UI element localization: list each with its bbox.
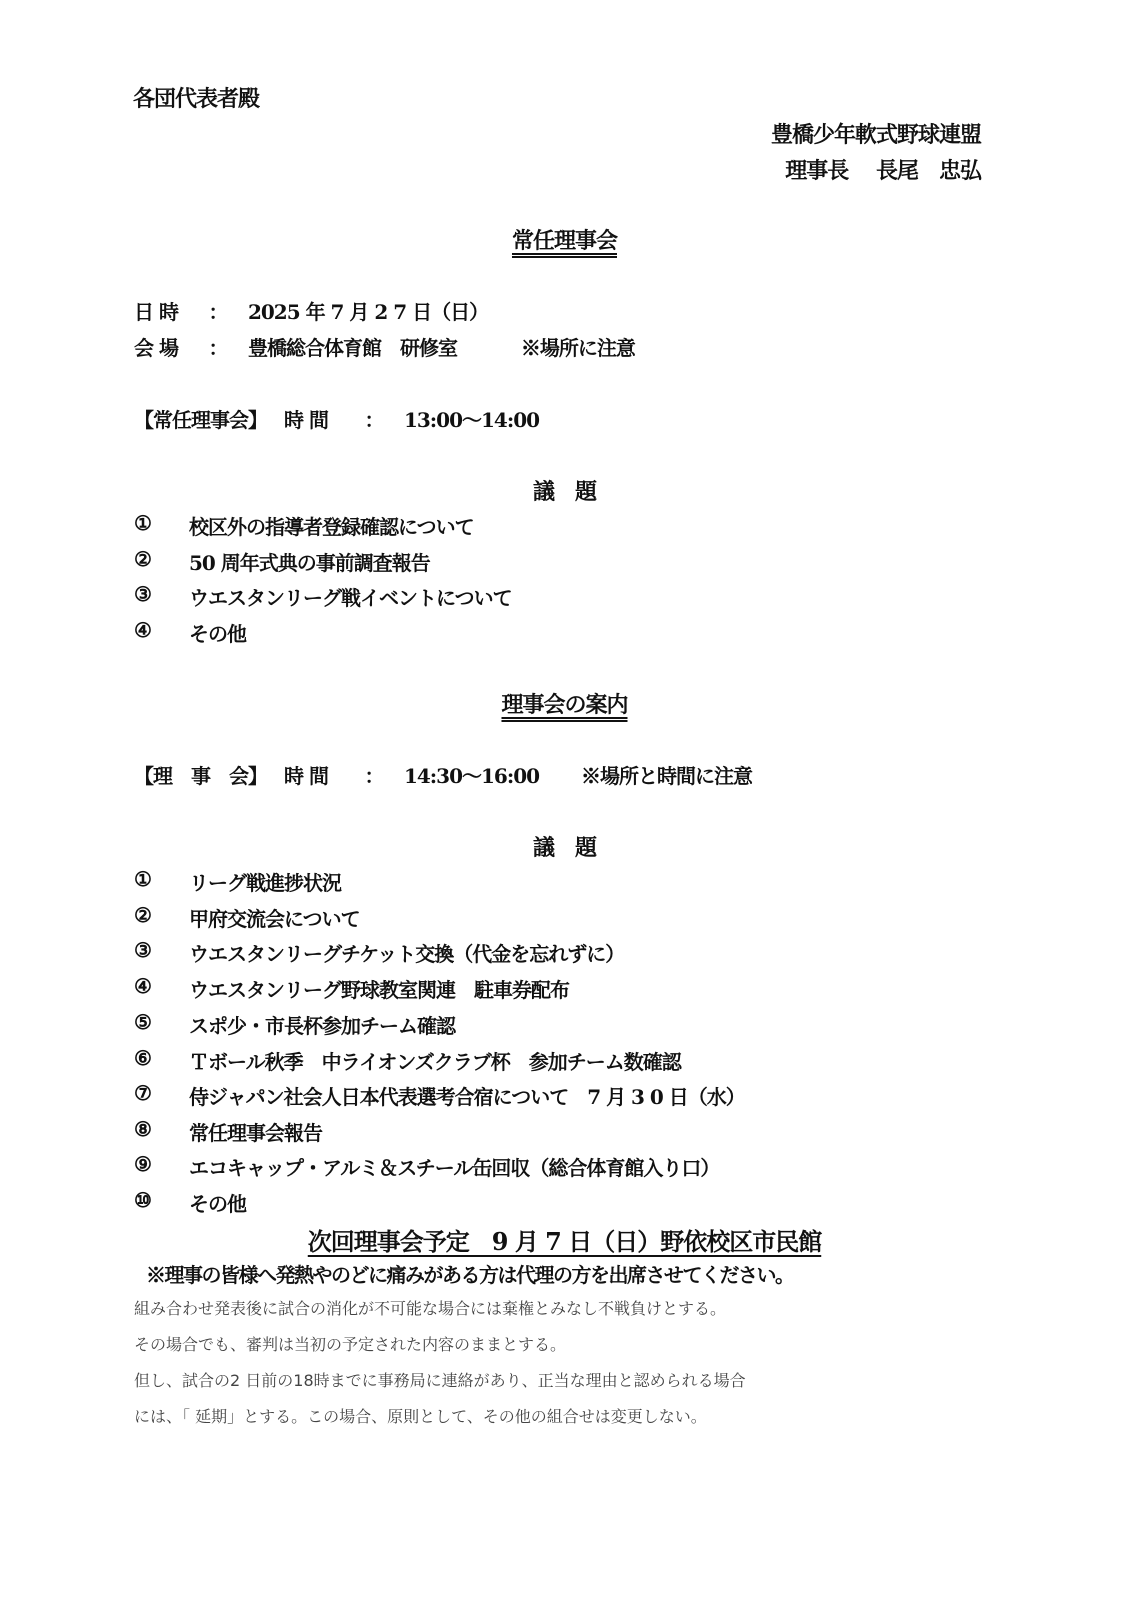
board-agenda-title: 議 題 [532,835,596,861]
standing-agenda-title: 議 題 [532,479,596,505]
agenda-number: ⑦ [134,1081,152,1105]
agenda-item: ウエスタンリーグ戦イベントについて [189,586,512,610]
agenda-number: ③ [134,582,152,606]
standing-time-label: 時 間 [284,408,328,432]
agenda-item: 甲府交流会について [189,907,360,931]
sender-position: 理事長 [785,158,849,184]
note-line: その場合でも、審判は当初の予定された内容のままとする。 [134,1335,567,1354]
standing-session-label: 【常任理事会】 [134,408,267,432]
agenda-number: ③ [134,938,152,962]
venue-row: 会 場 ： 豊橋総合体育館 研修室 ※場所に注意 [134,332,635,361]
agenda-item: 校区外の指導者登録確認について [189,515,474,539]
addressee: 各団代表者殿 [133,86,260,112]
agenda-item: Ｔボール秋季 中ライオンズクラブ杯 参加チーム数確認 [189,1050,681,1074]
agenda-item: その他 [189,622,246,646]
agenda-number: ② [134,903,152,927]
venue-value: 豊橋総合体育館 研修室 [247,336,457,360]
agenda-item: エコキャップ・アルミ＆スチール缶回収（総合体育館入り口） [189,1156,720,1180]
agenda-number: ② [134,547,152,571]
agenda-number: ① [134,867,152,891]
agenda-item: 50 周年式典の事前調査報告 [189,551,430,575]
venue-note: ※場所に注意 [520,336,635,360]
agenda-number: ④ [134,974,152,998]
standing-board-title: 常任理事会 [511,228,617,254]
board-session-label: 【理 事 会】 [134,764,267,788]
date-row: 日 時 ： 2025 年 7 月 2 7 日（日） [134,296,488,325]
agenda-number: ⑥ [134,1046,152,1070]
agenda-item: スポ少・市長杯参加チーム確認 [189,1014,455,1038]
venue-label: 会 場 [134,336,178,360]
agenda-number: ⑩ [134,1188,152,1212]
next-meeting: 次回理事会予定 9 月 7 日（日）野依校区市民館 [307,1227,822,1256]
note-line: 但し、試合の2 日前の18時までに事務局に連絡があり、正当な理由と認められる場合 [134,1371,746,1390]
agenda-number: ⑨ [134,1152,152,1176]
agenda-number: ⑤ [134,1010,152,1034]
standing-session-row: 【常任理事会】 時 間 ： 13:00～14:00 [134,404,539,433]
board-time-value: 14:30～16:00 [403,764,540,788]
agenda-item: ウエスタンリーグ野球教室関連 駐車券配布 [189,978,569,1002]
board-time-label: 時 間 [284,764,328,788]
health-notice: ※理事の皆様へ発熱やのどに痛みがある方は代理の方を出席させてください。 [146,1263,794,1287]
agenda-item: 侍ジャパン社会人日本代表選考合宿について 7 月 3 0 日（水） [189,1085,745,1109]
sender-name: 長尾 忠弘 [875,158,981,184]
agenda-item: その他 [189,1192,246,1216]
agenda-number: ① [134,511,152,535]
agenda-item: 常任理事会報告 [189,1121,322,1145]
sender-title-name [785,154,981,185]
agenda-number: ④ [134,618,152,642]
board-time-note: ※場所と時間に注意 [581,764,752,788]
date-label: 日 時 [134,300,178,324]
board-title: 理事会の案内 [501,692,628,718]
board-session-row: 【理 事 会】 時 間 ： 14:30～16:00 ※場所と時間に注意 [134,760,752,789]
agenda-number: ⑧ [134,1117,152,1141]
sender-organization: 豊橋少年軟式野球連盟 [770,122,981,148]
agenda-item: ウエスタンリーグチケット交換（代金を忘れずに） [189,942,625,966]
standing-time-value: 13:00～14:00 [403,408,540,432]
date-value: 2025 年 7 月 2 7 日（日） [247,300,489,324]
agenda-item: リーグ戦進捗状況 [189,871,341,895]
note-line: には、「 延期」とする。この場合、原則として、その他の組合せは変更しない。 [134,1407,707,1426]
note-line: 組み合わせ発表後に試合の消化が不可能な場合には棄権とみなし不戦負けとする。 [134,1299,727,1318]
